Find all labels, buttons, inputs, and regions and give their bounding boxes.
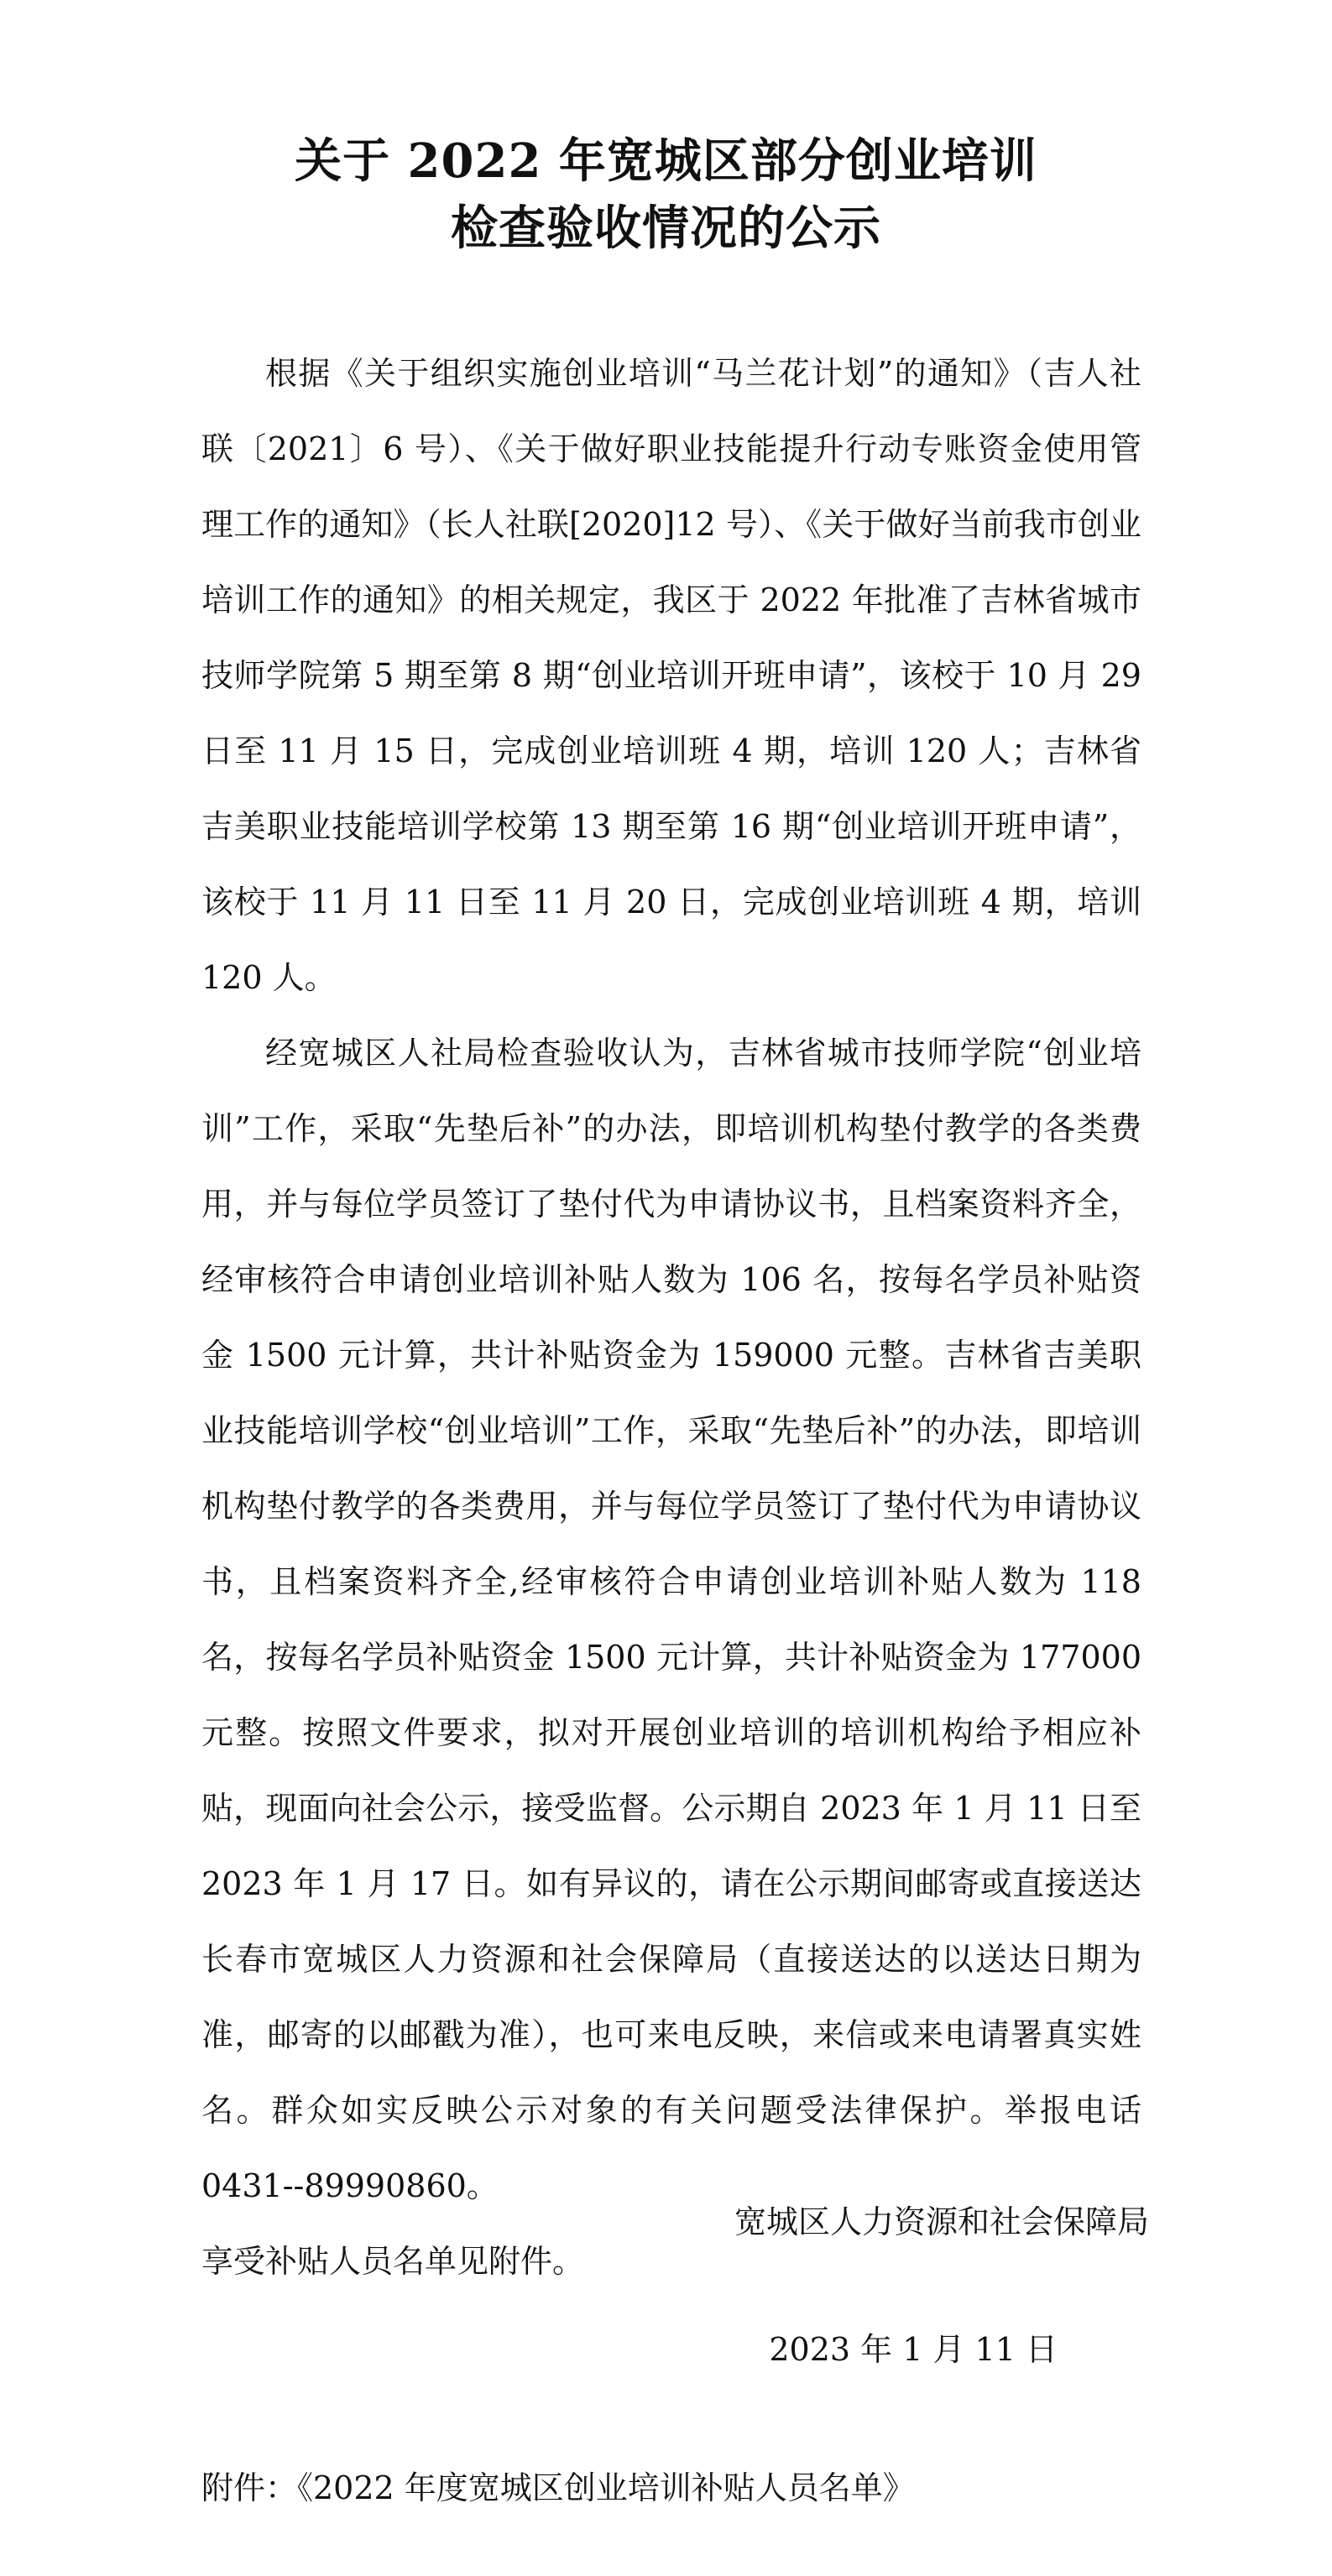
attachment-note: 享受补贴人员名单见附件。 — [201, 2243, 585, 2280]
body-paragraph-1: 根据《关于组织实施创业培训“马兰花计划”的通知》（吉人社联〔2021〕6 号）、《关于做好职业技能提升行动专账资金使用管理工作的通知》（长人社联[2020]12 号）、《关于做好当前我市创业培训工作的通知》的相关规定，我区于 2022 年批准了吉林省城市技师学院第 5 期至第 8 期“创业培训开班申请”，该校于 10 月 29 日至 11 月 15 日，完成创业培训班 4 期，培训 120 人；吉林省吉美职业技能培训学校第 13 期至第 16 期“创业培训开班申请”，该校于 11 月 11 日至 11 月 20 日，完成创业培训班 4 期，培训 120 人。 — [201, 355, 1141, 996]
title-line-2: 检查验收情况的公示 — [451, 201, 881, 256]
signature-date: 2023 年 1 月 11 日 — [769, 2331, 1058, 2368]
document-body — [201, 336, 1141, 2299]
attachment-reference: 附件：《2022 年度宽城区创业培训补贴人员名单》 — [201, 2469, 915, 2506]
signature-organization: 宽城区人力资源和社会保障局 — [734, 2203, 1149, 2240]
title-line-1: 关于 2022 年宽城区部分创业培训 — [295, 133, 1037, 189]
document-title — [0, 128, 1332, 262]
body-paragraph-2: 经宽城区人社局检查验收认为，吉林省城市技师学院“创业培训”工作，采取“先垫后补”的办法，即培训机构垫付教学的各类费用，并与每位学员签订了垫付代为申请协议书，且档案资料齐全，经审核符合申请创业培训补贴人数为 106 名，按每名学员补贴资金 1500 元计算，共计补贴资金为 159000 元整。吉林省吉美职业技能培训学校“创业培训”工作，采取“先垫后补”的办法，即培训机构垫付教学的各类费用，并与每位学员签订了垫付代为申请协议书，且档案资料齐全,经审核符合申请创业培训补贴人数为 118 名，按每名学员补贴资金 1500 元计算，共计补贴资金为 177000 元整。按照文件要求，拟对开展创业培训的培训机构给予相应补贴，现面向社会公示，接受监督。公示期自 2023 年 1 月 11 日至 2023 年 1 月 17 日。如有异议的，请在公示期间邮寄或直接送达长春市宽城区人力资源和社会保障局（直接送达的以送达日期为准，邮寄的以邮戳为准），也可来电反映，来信或来电请署真实姓名。群众如实反映公示对象的有关问题受法律保护。举报电话 0431--89990860。 — [201, 1035, 1141, 2204]
